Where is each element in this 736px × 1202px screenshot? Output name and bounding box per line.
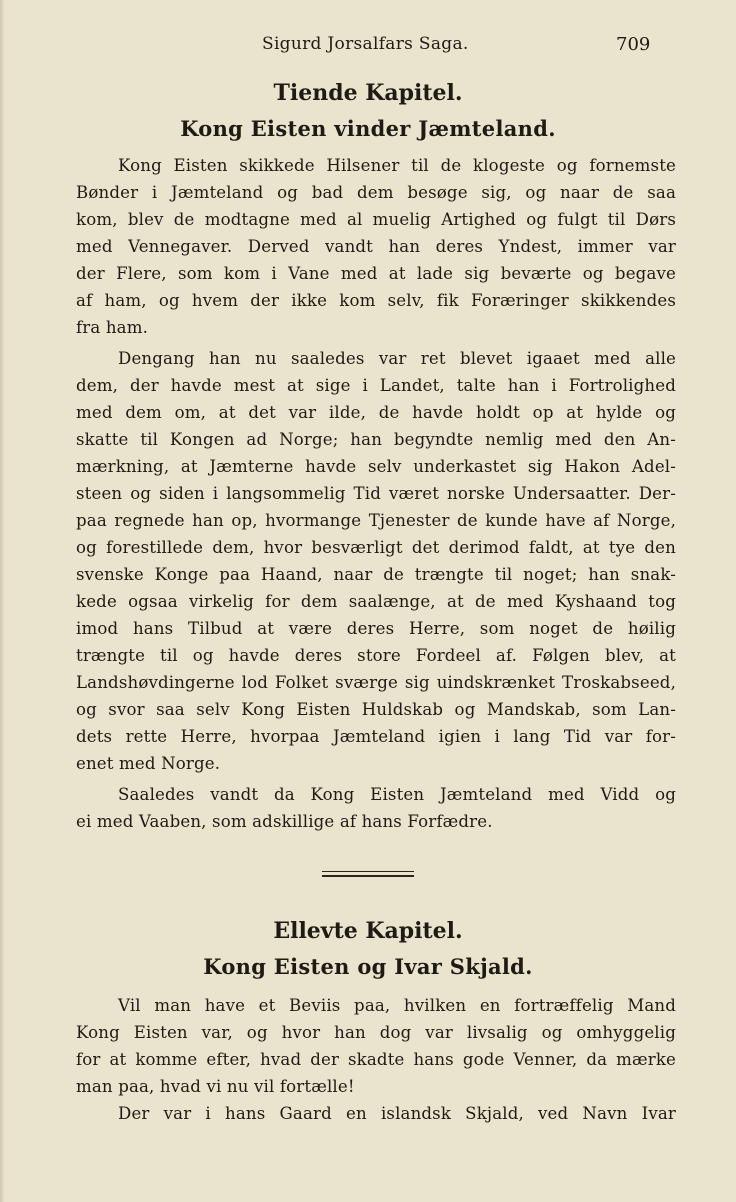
text-line: Saaledes vandt da Kong Eisten Jæmteland med Vidd og bbox=[118, 785, 676, 804]
text-line: steen og siden i langsommelig Tid været norske Undersaatter. Der- bbox=[76, 484, 676, 503]
text-line: Landshøvdingerne lod Folket sværge sig uindskrænket Troskabseed, bbox=[76, 673, 676, 692]
chapter-11-title: Ellevte Kapitel. bbox=[273, 918, 463, 944]
running-head bbox=[0, 34, 736, 58]
text-line: paa regnede han op, hvormange Tjenester de kunde have af Norge, bbox=[76, 511, 676, 530]
text-line: kede ogsaa virkelig for dem saalænge, at de med Kyshaand tog bbox=[76, 592, 676, 611]
text-line: med Vennegaver. Derved vandt han deres Yndest, immer var bbox=[76, 237, 676, 256]
text-line: man paa, hvad vi nu vil fortælle! bbox=[76, 1077, 355, 1096]
text-line: Kong Eisten skikkede Hilsener til de klogeste og fornemste bbox=[118, 156, 676, 175]
text-line: dets rette Herre, hvorpaa Jæmteland igien i lang Tid var for- bbox=[76, 727, 676, 746]
text-line: der Flere, som kom i Vane med at lade sig beværte og begave bbox=[76, 264, 676, 283]
text-line: skatte til Kongen ad Norge; han begyndte nemlig med den An- bbox=[76, 430, 676, 449]
chapter-11-paragraph-1 bbox=[76, 992, 676, 1100]
text-line: svenske Konge paa Haand, naar de trængte til noget; han snak- bbox=[76, 565, 676, 584]
text-line: med dem om, at det var ilde, de havde holdt op at hylde og bbox=[76, 403, 676, 422]
text-line: af ham, og hvem der ikke kom selv, fik Foræringer skikkendes bbox=[76, 291, 676, 310]
text-line: Vil man have et Beviis paa, hvilken en fortræffelig Mand bbox=[118, 996, 676, 1015]
chapter-10-paragraph-3 bbox=[76, 781, 676, 835]
chapter-10-paragraph-1 bbox=[76, 152, 676, 341]
text-line: trængte til og havde deres store Fordeel af. Følgen blev, at bbox=[76, 646, 676, 665]
text-line: imod hans Tilbud at være deres Herre, som noget de høilig bbox=[76, 619, 676, 638]
text-line: for at komme efter, hvad der skadte hans gode Venner, da mærke bbox=[76, 1050, 676, 1069]
chapter-10-subtitle: Kong Eisten vinder Jæmteland. bbox=[180, 116, 556, 141]
text-line: mærkning, at Jæmterne havde selv underkastet sig Hakon Adel- bbox=[76, 457, 676, 476]
text-line: ei med Vaaben, som adskillige af hans Forfædre. bbox=[76, 812, 493, 831]
text-line: enet med Norge. bbox=[76, 754, 221, 773]
text-line: og svor saa selv Kong Eisten Huldskab og Mandskab, som Lan- bbox=[76, 700, 676, 719]
chapter-10-title: Tiende Kapitel. bbox=[273, 80, 463, 106]
chapter-divider bbox=[322, 871, 414, 880]
text-line: fra ham. bbox=[76, 318, 149, 337]
text-line: Kong Eisten var, og hvor han dog var livsalig og omhyggelig bbox=[76, 1023, 676, 1042]
text-line: Der var i hans Gaard en islandsk Skjald, ved Navn Ivar bbox=[118, 1104, 676, 1123]
chapter-10-paragraph-2 bbox=[76, 345, 676, 777]
chapter-11-subtitle: Kong Eisten og Ivar Skjald. bbox=[203, 954, 533, 979]
text-line: dem, der havde mest at sige i Landet, talte han i Fortrolighed bbox=[76, 376, 676, 395]
page-number: 709 bbox=[616, 34, 651, 55]
text-line: og forestillede dem, hvor besværligt det derimod faldt, at tye den bbox=[76, 538, 676, 557]
text-line: Bønder i Jæmteland og bad dem besøge sig, og naar de saa bbox=[76, 183, 676, 202]
chapter-11-paragraph-2 bbox=[76, 1100, 676, 1127]
text-line: Dengang han nu saaledes var ret blevet igaaet med alle bbox=[118, 349, 676, 368]
page-edge-shadow bbox=[0, 0, 5, 1202]
text-line: kom, blev de modtagne med al muelig Artighed og fulgt til Dørs bbox=[76, 210, 676, 229]
running-head-title: Sigurd Jorsalfars Saga. bbox=[262, 34, 469, 54]
